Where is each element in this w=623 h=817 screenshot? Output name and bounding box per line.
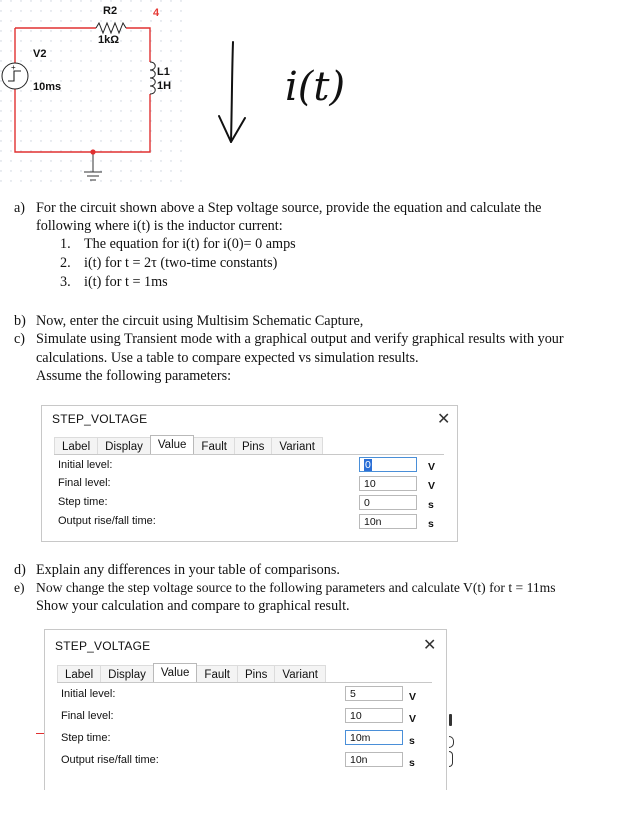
rise-fall-time-label: Output rise/fall time: <box>61 754 159 766</box>
item-text: The equation for i(t) for i(0)= 0 amps <box>84 236 296 252</box>
v2-label: V2 <box>33 48 47 60</box>
tab-pins[interactable]: Pins <box>237 665 275 683</box>
step-time-input[interactable]: 10m <box>345 730 403 745</box>
initial-level-label: Initial level: <box>58 459 113 471</box>
initial-level-value: 0 <box>365 459 371 471</box>
question-a-marker: a) <box>14 200 26 216</box>
l1-label: L1 <box>157 66 170 78</box>
current-arrow-icon <box>231 42 233 142</box>
handwritten-current-label: i(t) <box>285 64 346 110</box>
item-text: i(t) for t = 2τ (two-time constants) <box>84 255 278 271</box>
node-number: 4 <box>153 7 160 19</box>
tab-label[interactable]: Label <box>57 665 101 683</box>
final-level-unit: V <box>409 713 417 725</box>
question-e-marker: e) <box>14 580 25 595</box>
initial-level-unit: V <box>428 461 436 473</box>
step-time-input[interactable]: 0 <box>359 495 417 510</box>
final-level-input[interactable]: 10 <box>359 476 417 491</box>
tab-display[interactable]: Display <box>97 437 151 455</box>
tab-value[interactable]: Value <box>153 663 198 683</box>
circuit-schematic <box>0 0 190 195</box>
dialog-title: STEP_VOLTAGE <box>55 639 151 653</box>
question-e-line1: Now change the step voltage source to the following parameters and calculate V(t) for t = 11ms <box>36 580 556 595</box>
step-voltage-dialog-1 <box>41 405 458 542</box>
question-c-line3: Assume the following parameters: <box>36 368 232 384</box>
l1-value: 1H <box>157 80 172 92</box>
question-a-line2: following where i(t) is the inductor current: <box>36 218 283 234</box>
rise-fall-time-unit: s <box>428 518 434 530</box>
tab-value[interactable]: Value <box>150 435 195 455</box>
tab-divider <box>54 454 444 455</box>
tab-pins[interactable]: Pins <box>234 437 272 455</box>
final-level-label: Final level: <box>58 477 111 489</box>
rise-fall-time-label: Output rise/fall time: <box>58 515 156 527</box>
question-b-text: Now, enter the circuit using Multisim Schematic Capture, <box>36 313 364 329</box>
final-level-label: Final level: <box>61 710 114 722</box>
tab-fault[interactable]: Fault <box>193 437 235 455</box>
rise-fall-time-unit: s <box>409 757 415 769</box>
initial-level-label: Initial level: <box>61 688 116 700</box>
clipped-glyph <box>449 714 452 726</box>
junction-dot <box>90 149 95 154</box>
tab-variant[interactable]: Variant <box>271 437 323 455</box>
tab-fault[interactable]: Fault <box>196 665 238 683</box>
step-voltage-dialog-2 <box>44 629 447 790</box>
question-c-marker: c) <box>14 331 26 347</box>
rise-fall-time-input[interactable]: 10n <box>359 514 417 529</box>
tab-divider <box>57 682 432 683</box>
item-text: i(t) for t = 1ms <box>84 274 168 290</box>
initial-level-unit: V <box>409 691 417 703</box>
tab-bar <box>54 437 322 454</box>
question-b-marker: b) <box>14 313 26 329</box>
dialog-title: STEP_VOLTAGE <box>52 412 148 426</box>
item-number: 3. <box>60 274 71 290</box>
close-icon[interactable]: ✕ <box>437 411 451 428</box>
handwritten-annotation <box>205 30 385 160</box>
tab-label[interactable]: Label <box>54 437 98 455</box>
item-number: 2. <box>60 255 71 271</box>
r2-label: R2 <box>103 5 118 17</box>
question-c-line2: calculations. Use a table to compare expected vs simulation results. <box>36 350 419 366</box>
step-time-label: Step time: <box>58 496 108 508</box>
r2-value: 1kΩ <box>98 34 120 46</box>
initial-level-input[interactable]: 5 <box>345 686 403 701</box>
v2-value: 10ms <box>33 81 62 93</box>
clipped-glyph <box>449 751 453 767</box>
question-e-line2: Show your calculation and compare to graphical result. <box>36 598 350 614</box>
final-level-input[interactable]: 10 <box>345 708 403 723</box>
clipped-glyph <box>449 736 454 748</box>
tab-variant[interactable]: Variant <box>274 665 326 683</box>
plus-sign: + <box>11 63 16 72</box>
question-c-line1: Simulate using Transient mode with a graphical output and verify graphical results with your <box>36 331 564 347</box>
question-a-line1: For the circuit shown above a Step voltage source, provide the equation and calculate the <box>36 200 542 216</box>
close-icon[interactable]: ✕ <box>423 637 437 654</box>
step-time-label: Step time: <box>61 732 111 744</box>
tab-bar <box>57 665 325 682</box>
question-d-text: Explain any differences in your table of comparisons. <box>36 562 340 578</box>
initial-level-input[interactable] <box>359 457 417 472</box>
rise-fall-time-input[interactable]: 10n <box>345 752 403 767</box>
tab-display[interactable]: Display <box>100 665 154 683</box>
question-d-marker: d) <box>14 562 26 578</box>
final-level-unit: V <box>428 480 436 492</box>
step-time-unit: s <box>428 499 434 511</box>
item-number: 1. <box>60 236 71 252</box>
step-time-unit: s <box>409 735 415 747</box>
